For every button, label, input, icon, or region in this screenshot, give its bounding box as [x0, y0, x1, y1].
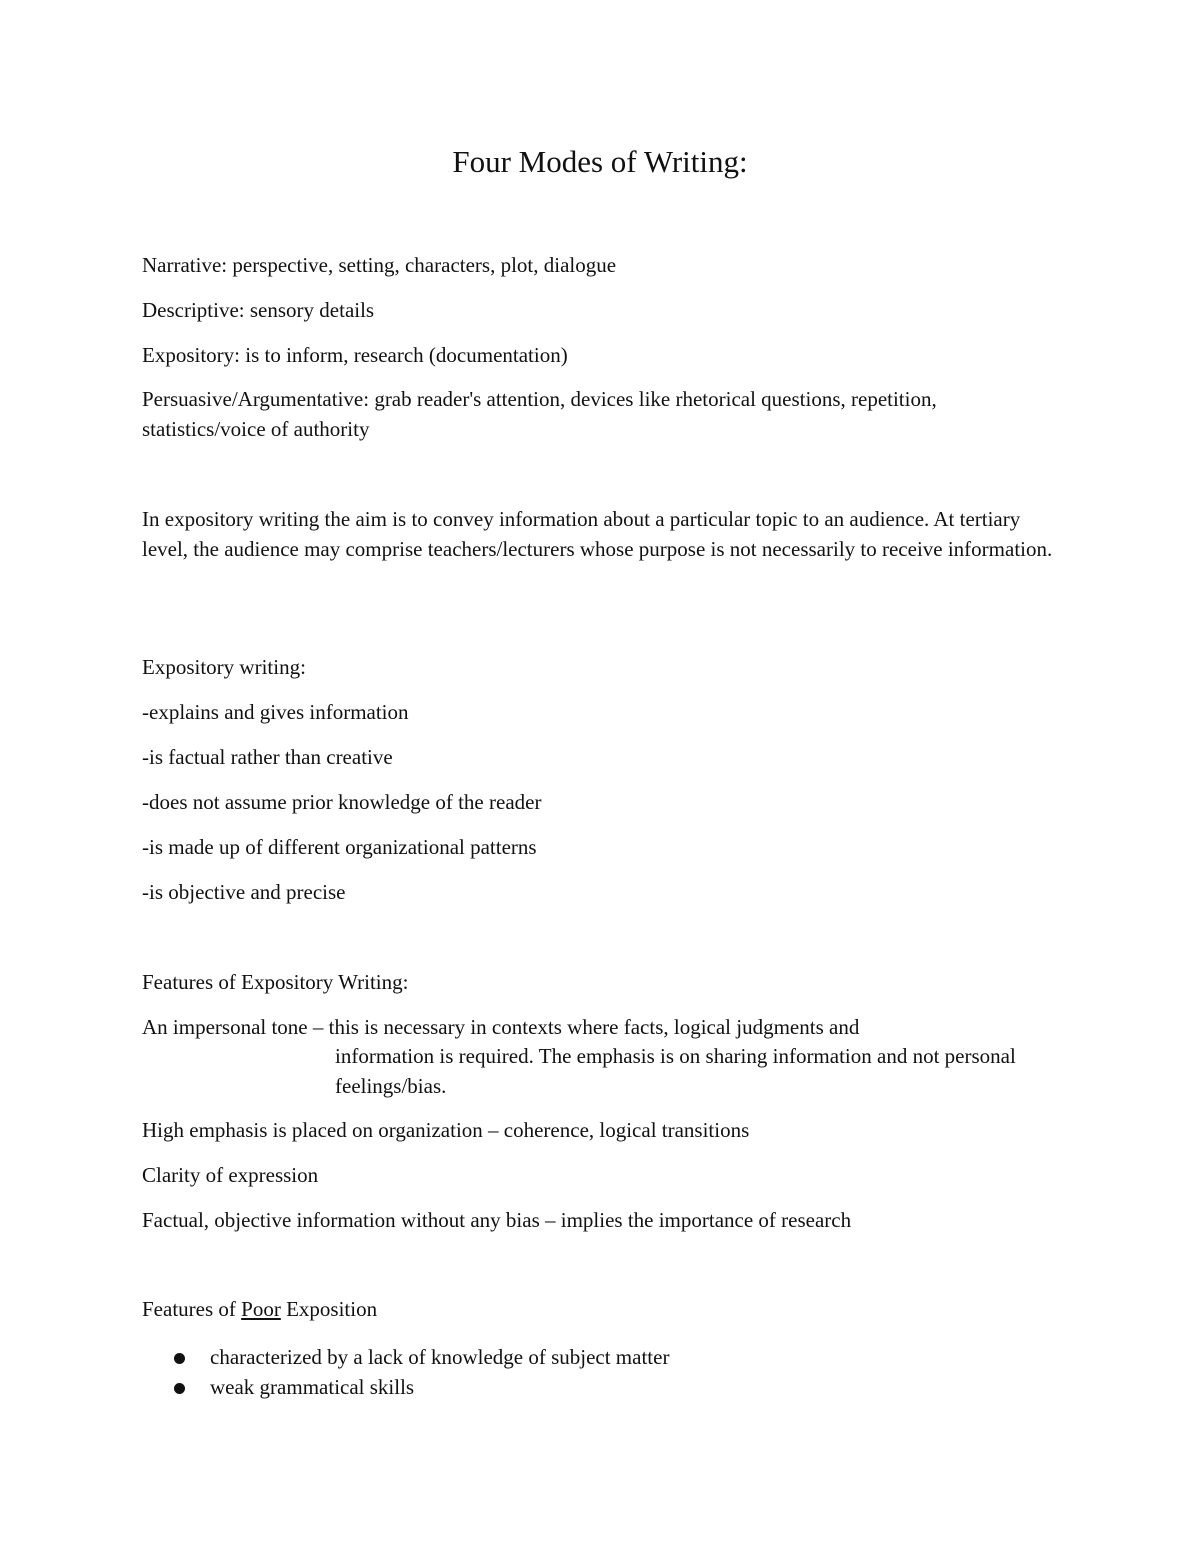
expository-item: -is factual rather than creative [142, 745, 393, 769]
expository-item: -is made up of different organizational patterns [142, 835, 537, 859]
mode-persuasive: Persuasive/Argumentative: grab reader's attention, devices like rhetorical questions, repetition, statistics/voice of authority [142, 387, 937, 441]
list-item [170, 1343, 669, 1373]
expository-item: -is objective and precise [142, 880, 346, 904]
feature-item: Factual, objective information without any bias – implies the importance of research [142, 1208, 852, 1232]
poor-heading-pre: Features of [142, 1297, 242, 1321]
poor-heading-post: Exposition [280, 1297, 378, 1321]
poor-exposition-list [170, 1343, 669, 1402]
expository-item: -explains and gives information [142, 700, 409, 724]
poor-exposition-heading [142, 1294, 377, 1324]
expository-item: -does not assume prior knowledge of the reader [142, 790, 542, 814]
bullet-icon [174, 1353, 185, 1364]
feature-item: High emphasis is placed on organization – coherence, logical transitions [142, 1118, 750, 1142]
mode-expository: Expository: is to inform, research (documentation) [142, 343, 568, 367]
list-item-text: weak grammatical skills [210, 1374, 415, 1399]
list-item-text: characterized by a lack of knowledge of subject matter [210, 1345, 670, 1369]
feature-impersonal-tone-continued: information is required. The emphasis is on sharing information and not personal feelings/bias. [335, 1044, 1016, 1098]
mode-narrative: Narrative: perspective, setting, characters, plot, dialogue [142, 253, 617, 277]
expository-heading: Expository writing: [142, 655, 306, 679]
poor-heading-underlined: Poor [241, 1297, 281, 1321]
features-heading: Features of Expository Writing: [142, 970, 409, 994]
page-title: Four Modes of Writing: [452, 144, 748, 179]
bullet-icon [174, 1383, 185, 1394]
list-item [170, 1373, 669, 1403]
intro-paragraph: In expository writing the aim is to convey information about a particular topic to an audience. At tertiary level, the audience may comprise teachers/lecturers whose purpose is not necessarily to receive information. [142, 507, 1053, 561]
mode-descriptive: Descriptive: sensory details [142, 298, 375, 322]
feature-impersonal-tone: An impersonal tone – this is necessary in contexts where facts, logical judgments and [142, 1015, 860, 1039]
feature-item: Clarity of expression [142, 1163, 319, 1187]
